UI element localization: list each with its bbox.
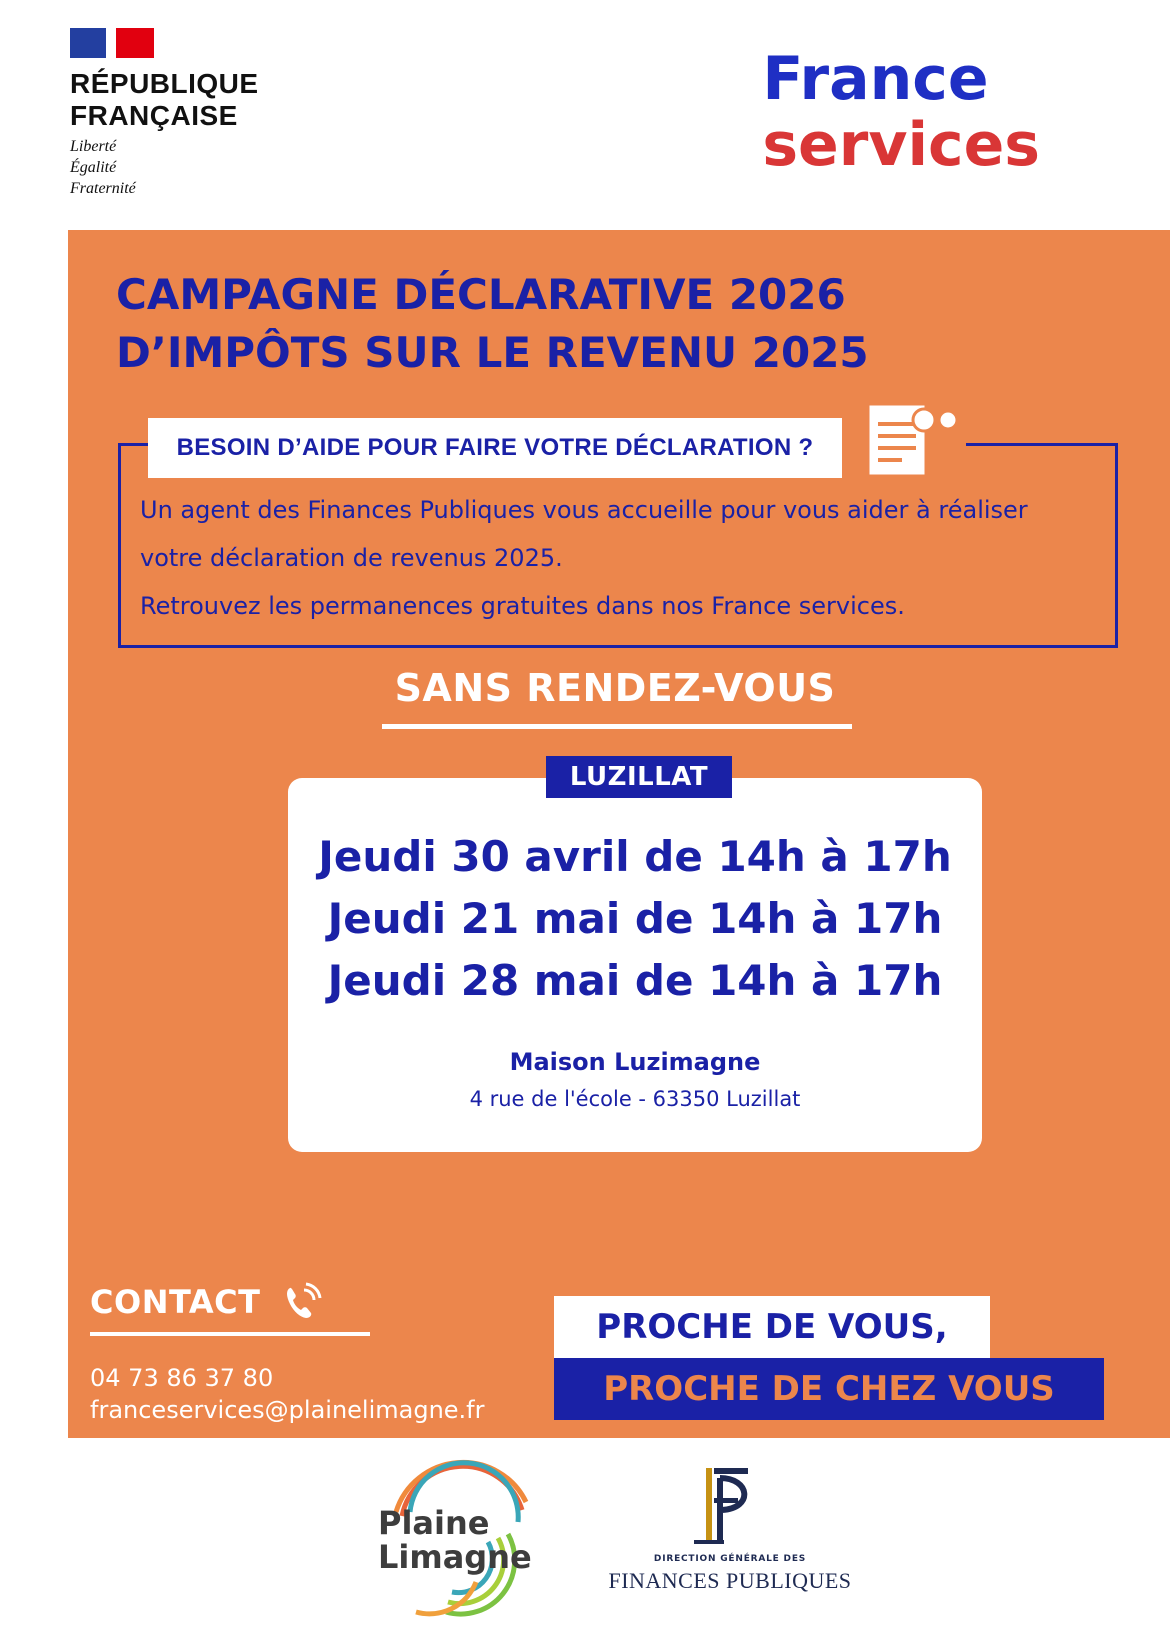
france-services-line2: services bbox=[762, 110, 1040, 180]
plaine-word: Plaine bbox=[378, 1504, 490, 1542]
slogan-line1: PROCHE DE VOUS, bbox=[554, 1296, 990, 1358]
slogan-line2: PROCHE DE CHEZ VOUS bbox=[554, 1358, 1104, 1420]
contact-underline bbox=[90, 1332, 370, 1336]
contact-email[interactable]: franceservices@plainelimagne.fr bbox=[90, 1396, 485, 1424]
help-box-top-border-right bbox=[966, 443, 1118, 446]
venue-name: Maison Luzimagne bbox=[509, 1048, 761, 1076]
limagne-word: Limagne bbox=[378, 1538, 532, 1576]
session-date: Jeudi 21 mai de 14h à 17h bbox=[327, 894, 943, 943]
dgfip-subtitle: DIRECTION GÉNÉRALE DES bbox=[653, 1554, 807, 1564]
session-dates bbox=[288, 826, 982, 1012]
republique-motto: Liberté Égalité Fraternité bbox=[70, 138, 136, 197]
france-services-line1: France bbox=[762, 44, 989, 114]
marianne-flag-icon bbox=[70, 28, 154, 58]
france-services-logo bbox=[762, 46, 1040, 178]
help-heading: BESOIN D’AIDE POUR FAIRE VOTRE DÉCLARATION ? bbox=[148, 418, 842, 478]
session-date: Jeudi 28 mai de 14h à 17h bbox=[327, 956, 943, 1005]
session-date: Jeudi 30 avril de 14h à 17h bbox=[318, 832, 952, 881]
dgfip-logo-icon bbox=[610, 1462, 850, 1622]
campaign-title bbox=[116, 266, 869, 382]
help-line2: votre déclaration de revenus 2025. bbox=[140, 544, 563, 572]
contact-heading: CONTACT bbox=[90, 1283, 261, 1321]
contact-phone[interactable]: 04 73 86 37 80 bbox=[90, 1364, 274, 1392]
document-glasses-icon bbox=[862, 398, 958, 482]
help-description bbox=[140, 486, 1100, 630]
republique-francaise-name: RÉPUBLIQUE FRANÇAISE bbox=[70, 68, 259, 131]
no-appointment-underline bbox=[382, 724, 852, 729]
republique-francaise-logo bbox=[70, 28, 310, 208]
campaign-title-line2: D’IMPÔTS SUR LE REVENU 2025 bbox=[116, 328, 869, 377]
city-badge: LUZILLAT bbox=[546, 756, 732, 798]
help-box-top-border-left bbox=[118, 443, 148, 446]
phone-icon bbox=[280, 1280, 324, 1324]
plaine-limagne-wordmark bbox=[378, 1506, 532, 1574]
campaign-title-line1: CAMPAGNE DÉCLARATIVE 2026 bbox=[116, 270, 846, 319]
help-line1: Un agent des Finances Publiques vous accueille pour vous aider à réaliser bbox=[140, 496, 1028, 524]
dgfip-title: FINANCES PUBLIQUES bbox=[608, 1568, 852, 1593]
help-line3: Retrouvez les permanences gratuites dans nos France services. bbox=[140, 592, 905, 620]
no-appointment-heading: SANS RENDEZ-VOUS bbox=[394, 666, 836, 710]
venue-address: 4 rue de l'école - 63350 Luzillat bbox=[469, 1087, 801, 1111]
